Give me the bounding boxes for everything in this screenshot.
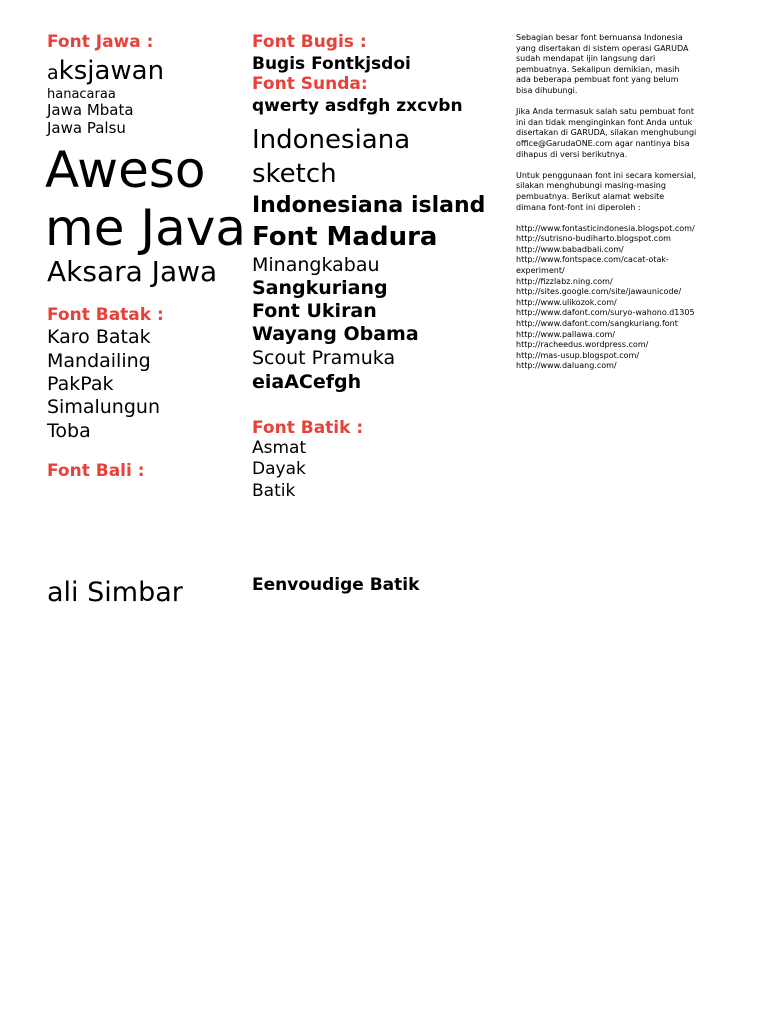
source-link[interactable]: http://www.fontasticindonesia.blogspot.com/ [516,223,695,233]
source-link[interactable]: http://www.daluang.com/ [516,361,617,371]
font-batak-heading: Font Batak : [47,305,164,325]
sunda-font-sample: qwerty asdfgh zxcvbn [252,96,463,116]
font-madura-sample: Font Madura [252,222,438,252]
jawa-palsu-sample: Jawa Palsu [47,119,126,137]
source-link[interactable]: http://sutrisno-budiharto.blogspot.com [516,234,671,244]
source-link[interactable]: http://www.babadbali.com/ [516,244,624,254]
font-bugis-heading: Font Bugis : [252,32,367,52]
aksjawan-rest: ksjawan [58,56,165,86]
eiaacefgh-sample: eiaACefgh [252,371,362,393]
source-link[interactable]: http://fizzlabz.ning.com/ [516,276,613,286]
awesome-java-sample-line1: Aweso [45,141,206,199]
notes-paragraph-permission: Sebagian besar font bernuansa Indonesia yang disertakan di sistem operasi GARUDA sudah mendapat ijin langsung dari pembuatnya. Sekalipun demikian, masih ada beberapa pembuat font yang belum bisa dihubungi. [516,33,689,95]
source-link[interactable]: http://www.ulikozok.com/ [516,297,617,307]
asmat-sample: Asmat [252,438,307,458]
dayak-sample: Dayak [252,459,306,479]
font-sunda-heading: Font Sunda: [252,74,368,94]
awesome-java-sample-line2: me Java [45,199,246,257]
ali-simbar-sample: ali Simbar [47,577,183,608]
source-link[interactable]: http://www.fontspace.com/cacat-otak- [516,255,669,265]
aksjawan-sample [47,58,164,84]
aksara-jawa-sample: Aksara Jawa [47,255,218,288]
font-jawa-heading: Font Jawa : [47,32,154,52]
scout-pramuka-sample: Scout Pramuka [252,347,396,369]
mandailing-sample: Mandailing [47,350,151,372]
font-batik-heading: Font Batik : [252,418,364,438]
font-ukiran-sample: Font Ukiran [252,300,377,322]
toba-sample: Toba [47,420,91,442]
simalungun-sample: Simalungun [47,396,160,418]
font-bali-heading: Font Bali : [47,461,145,481]
batik-sample: Batik [252,481,296,501]
source-link[interactable]: http://www.pallawa.com/ [516,329,616,339]
wayang-obama-sample: Wayang Obama [252,323,419,345]
font-source-links [516,224,731,372]
aksjawan-initial: a [47,62,59,84]
source-link-continuation[interactable]: experiment/ [516,266,565,276]
source-link[interactable]: http://mas-usup.blogspot.com/ [516,350,640,360]
hanacaraa-sample: hanacaraa [47,87,116,102]
indonesiana-island-sample: Indonesiana island [252,193,486,218]
notes-paragraph-contact: Jika Anda termasuk salah satu pembuat font ini dan tidak menginginkan font Anda untuk disertakan di GARUDA, silakan menghubungi office@GarudaONE.com agar nantinya bisa dihapus di versi berikutnya. [516,107,697,159]
sangkuriang-sample: Sangkuriang [252,277,388,299]
pakpak-sample: PakPak [47,373,114,395]
eenvoudige-batik-sample: Eenvoudige Batik [252,575,420,595]
karo-batak-sample: Karo Batak [47,326,151,348]
source-link[interactable]: http://racheedus.wordpress.com/ [516,340,649,350]
bugis-font-sample: Bugis Fontkjsdoi [252,54,411,74]
minangkabau-sample: Minangkabau [252,254,380,276]
sketch-sample: sketch [252,159,337,189]
jawa-mbata-sample: Jawa Mbata [47,101,134,119]
source-link[interactable]: http://www.dafont.com/suryo-wahono.d1305 [516,308,695,318]
source-link[interactable]: http://sites.google.com/site/jawaunicode/ [516,287,682,297]
font-notes-column [516,33,731,372]
indonesiana-sample: Indonesiana [252,125,411,155]
notes-paragraph-commercial: Untuk penggunaan font ini secara komersial, silakan menghubungi masing-masing pembuatnya. Berikut alamat website dimana font-font ini diperoleh : [516,170,697,212]
source-link[interactable]: http://www.dafont.com/sangkuriang.font [516,319,678,329]
